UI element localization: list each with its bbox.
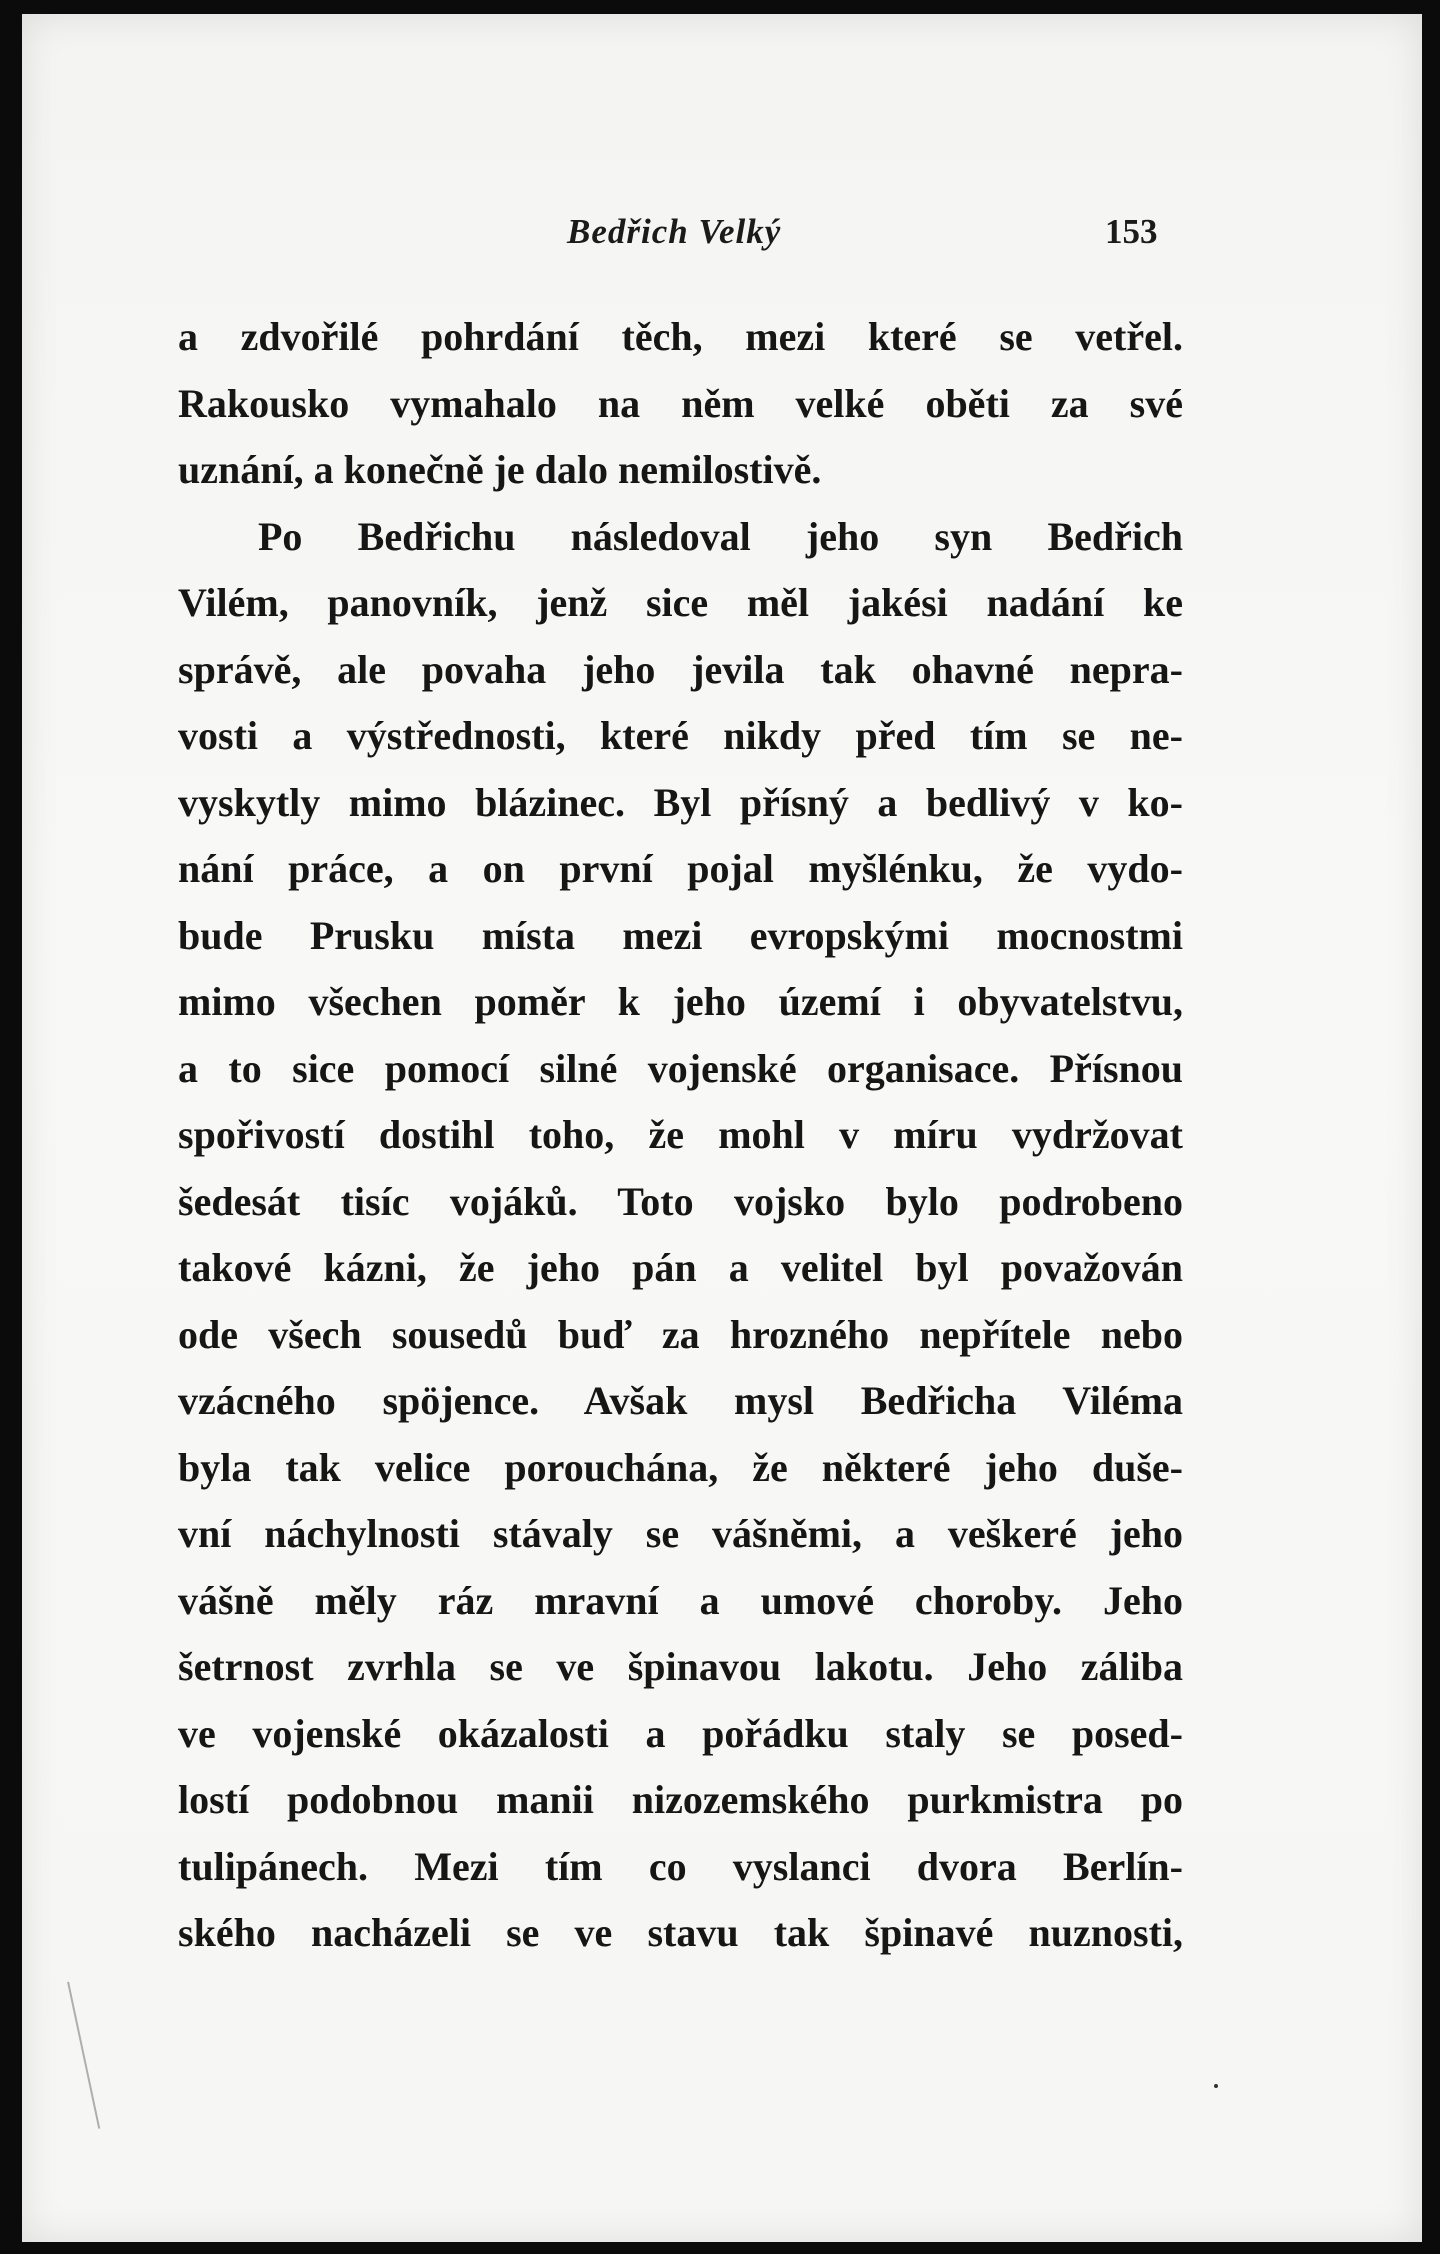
text-line: byla tak velice porouchána, že některé jeho duše- — [178, 1444, 1183, 1490]
text-line: mimo všechen poměr k jeho území i obyvatelstvu, — [178, 979, 1183, 1024]
running-title: Bedřich Velký — [567, 212, 782, 251]
text-line: bude Prusku místa mezi evropskými mocnostmi — [178, 912, 1183, 958]
text-line: vášně měly ráz mravní a umové choroby. Jeho — [178, 1577, 1183, 1623]
paragraph-first-line: Po Bedřichu následoval jeho syn Bedřich — [258, 513, 1183, 559]
text-line: a to sice pomocí silné vojenské organisace. Přísnou — [178, 1045, 1183, 1091]
text-line: takové kázni, že jeho pán a velitel byl považován — [178, 1245, 1183, 1290]
text-line: správě, ale povaha jeho jevila tak ohavné nepra- — [178, 646, 1183, 692]
text-line: a zdvořilé pohrdání těch, mezi které se vetřel. — [178, 314, 1183, 359]
text-line: Vilém, panovník, jenž sice měl jakési nadání ke — [178, 580, 1183, 625]
text-line: vosti a výstřednosti, které nikdy před tím se ne- — [178, 713, 1183, 758]
text-line: ského nacházeli se ve stavu tak špinavé nuznosti, — [178, 1910, 1183, 1955]
text-line: vyskytly mimo blázinec. Byl přísný a bedlivý v ko- — [178, 779, 1183, 825]
scan-mark — [67, 1969, 159, 2129]
page-number: 153 — [1105, 212, 1158, 251]
text-line: šedesát tisíc vojáků. Toto vojsko bylo podrobeno — [178, 1178, 1183, 1224]
text-line: spořivostí dostihl toho, že mohl v míru vydržovat — [178, 1112, 1183, 1157]
text-line: tulipánech. Mezi tím co vyslanci dvora Berlín- — [178, 1843, 1183, 1889]
text-line: uznání, a konečně je dalo nemilostivě. — [178, 447, 822, 492]
text-line: Rakousko vymahalo na něm velké oběti za své — [178, 380, 1183, 426]
text-line: nání práce, a on první pojal myšlénku, že vydo- — [178, 846, 1183, 891]
text-line: ve vojenské okázalosti a pořádku staly se posed- — [178, 1710, 1183, 1756]
scan-speck — [1214, 2084, 1218, 2088]
text-line: vní náchylnosti stávaly se vášněmi, a veškeré jeho — [178, 1511, 1183, 1556]
body-text — [178, 304, 1183, 1967]
text-line: lostí podobnou manii nizozemského purkmistra po — [178, 1777, 1183, 1822]
book-page — [22, 14, 1422, 2242]
running-head — [22, 212, 1422, 260]
text-line: šetrnost zvrhla se ve špinavou lakotu. Jeho záliba — [178, 1644, 1183, 1689]
text-line: vzácného spöjence. Avšak mysl Bedřicha Viléma — [178, 1378, 1183, 1423]
text-line: ode všech sousedů buď za hrozného nepřítele nebo — [178, 1311, 1183, 1357]
